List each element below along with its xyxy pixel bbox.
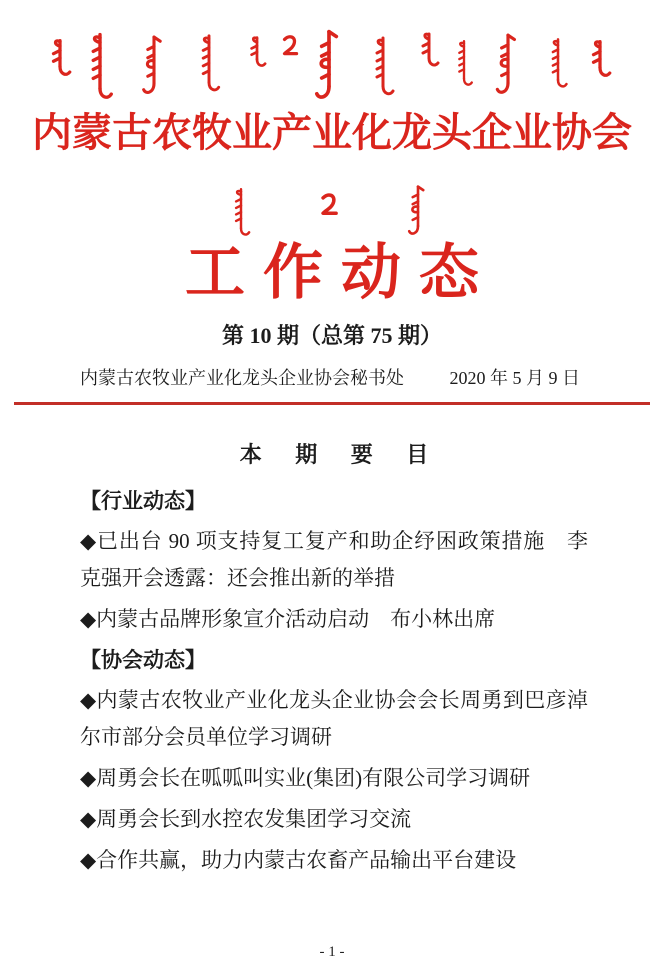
mongolian-script-top-icon — [47, 28, 617, 106]
toc-item: ◆合作共赢，助力内蒙古农畜产品输出平台建设 — [80, 848, 517, 872]
contents — [0, 441, 664, 879]
org-name-title: 内蒙古农牧业产业化龙头企业协会 — [32, 110, 632, 155]
masthead — [0, 28, 664, 405]
toc-item: ◆内蒙古品牌形象宣介活动启动 布小林出席 — [80, 607, 496, 631]
section-title-association: 【协会动态】 — [80, 648, 206, 672]
page-number: - 1 - — [319, 944, 345, 960]
divider-rule — [14, 402, 650, 405]
section-title-industry: 【行业动态】 — [80, 489, 206, 513]
bulletin-title: 工作动态 — [185, 240, 497, 306]
contents-heading: 本 期 要 目 — [239, 442, 443, 467]
toc-item: ◆周勇会长到水控农发集团学习交流 — [80, 807, 412, 831]
meta-row — [0, 366, 664, 390]
issue-number: 第 10 期（总第 75 期） — [221, 323, 442, 348]
toc-item: ◆内蒙古农牧业产业化龙头企业协会会长周勇到巴彦淖尔市部分会员单位学习调研 — [80, 688, 588, 749]
toc-item: ◆已出台 90 项支持复工复产和助企纾困政策措施 李克强开会透露：还会推出新的举措 — [80, 529, 588, 590]
toc-item: ◆周勇会长在呱呱叫实业(集团)有限公司学习调研 — [80, 766, 531, 790]
publish-date: 2020 年 5 月 9 日 — [449, 368, 580, 388]
publisher: 内蒙古农牧业产业化龙头企业协会秘书处 — [80, 368, 404, 388]
mongolian-script-middle-icon — [207, 184, 457, 240]
